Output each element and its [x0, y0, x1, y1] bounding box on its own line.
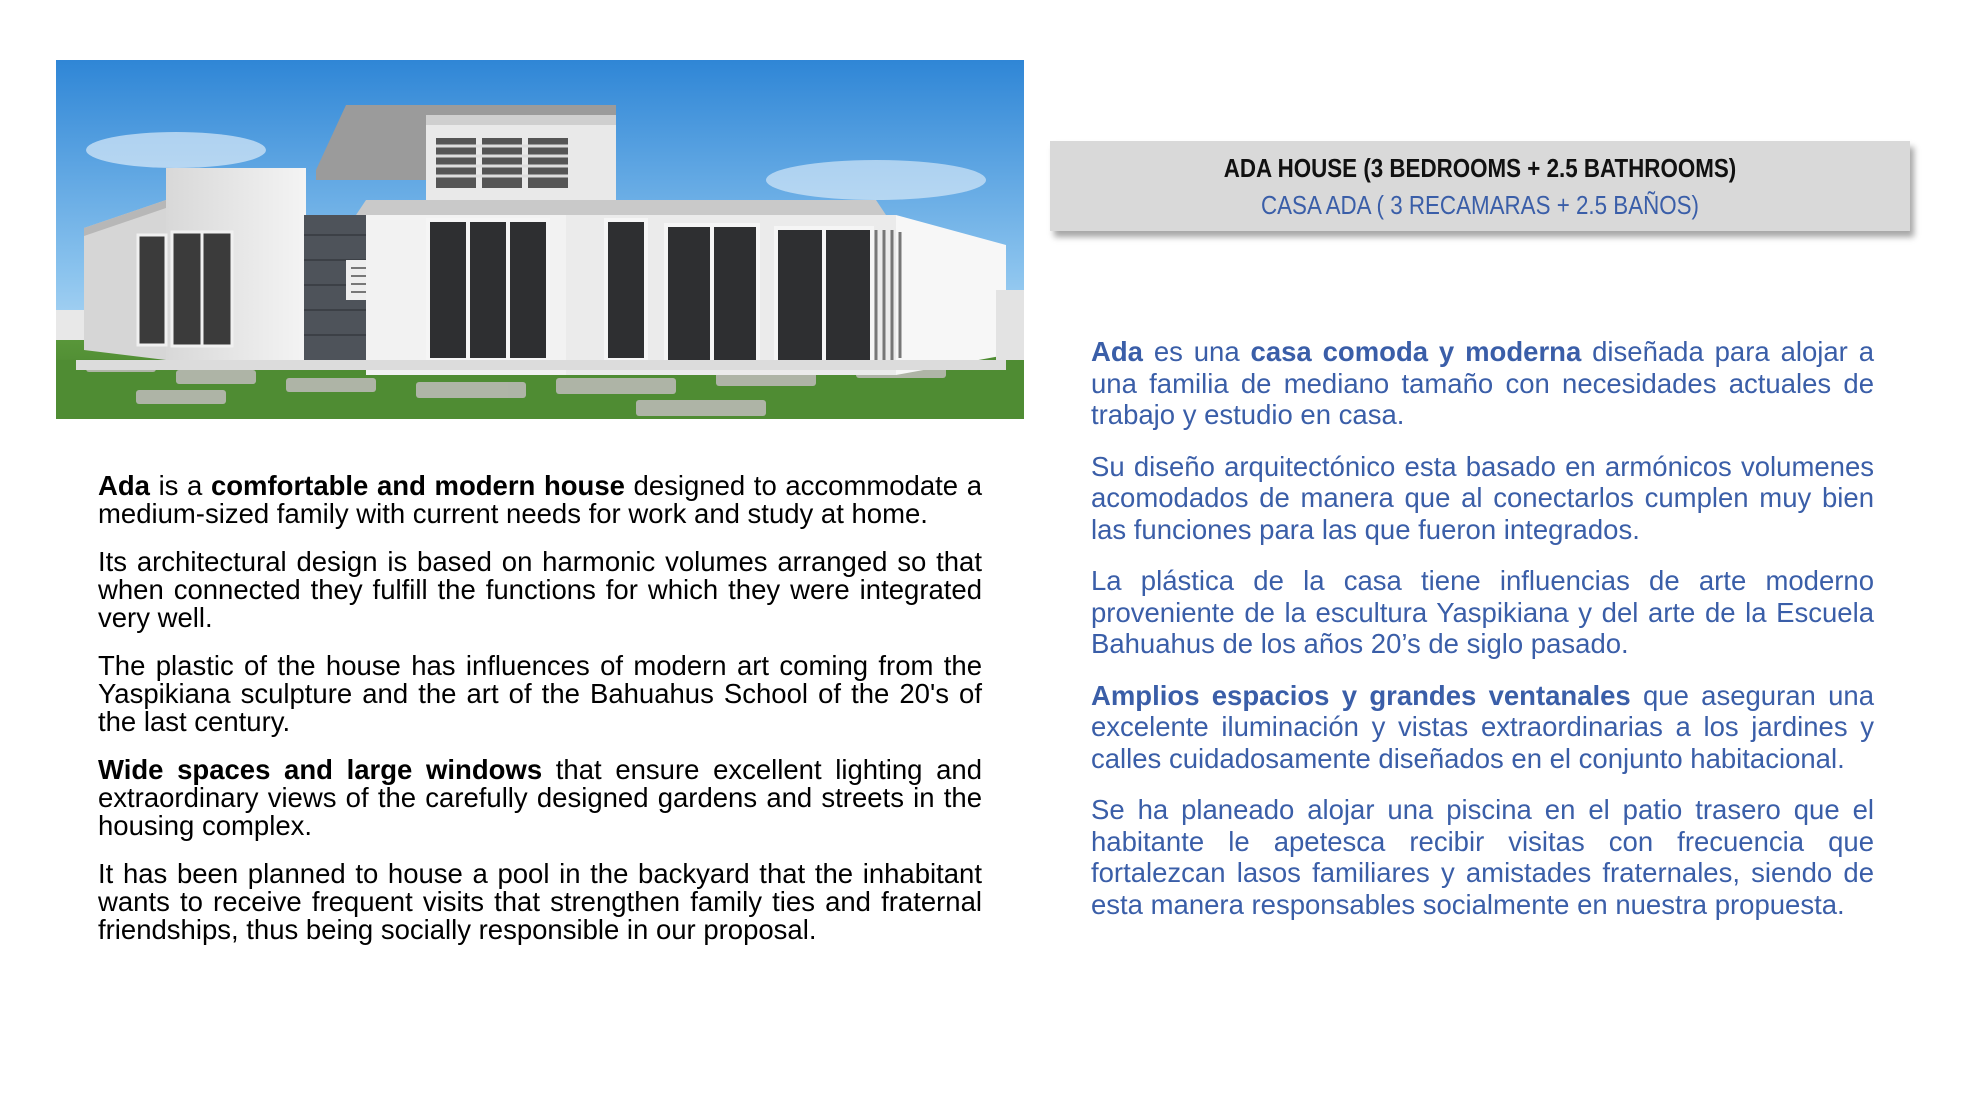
spanish-paragraph-2: Su diseño arquitectónico esta basado en armónicos volumenes acomodados de manera que al conectarlos cumplen muy bien las funciones para las que fueron integrados.: [1091, 450, 1874, 545]
english-p1-bold-2: comfortable and modern house: [210, 470, 625, 501]
english-p4-bold-1: Wide spaces and large windows: [98, 754, 543, 785]
title-box: [1050, 141, 1910, 231]
english-description: [98, 472, 982, 964]
title-spanish: CASA ADA ( 3 RECAMARAS + 2.5 BAÑOS): [1260, 190, 1700, 220]
spanish-p1-bold-2: casa comoda y moderna: [1250, 336, 1582, 367]
title-english: ADA HOUSE (3 BEDROOMS + 2.5 BATHROOMS): [1223, 153, 1737, 183]
english-paragraph-5: It has been planned to house a pool in the backyard that the inhabitant wants to receive frequent visits that strengthen family ties and fraternal friendships, thus being socially responsible in our proposal.: [98, 858, 982, 945]
english-p1-text-2: designed to accommodate a medium-sized family with current needs for work and study at home.: [98, 470, 982, 529]
spanish-paragraph-4: [1091, 680, 1874, 775]
house-rendering-icon: [56, 60, 1024, 419]
spanish-description: [1091, 336, 1874, 940]
spanish-p1-text-1: es una: [1142, 336, 1251, 367]
spanish-paragraph-1: [1091, 336, 1874, 431]
spanish-p4-bold-1: Amplios espacios y grandes ventanales: [1091, 679, 1631, 711]
spanish-p1-bold-1: Ada: [1091, 336, 1143, 367]
spanish-paragraph-5: Se ha planeado alojar una piscina en el patio trasero que el habitante le apetesca recibir visitas con frecuencia que fortalezcan lasos familiares y amistades fraternales, siendo de esta manera responsables socialmente en nuestra propuesta.: [1091, 794, 1874, 920]
english-paragraph-1: [98, 472, 982, 528]
spanish-p1-text-2: diseñada para alojar a una familia de mediano tamaño con necesidades actuales de trabajo y estudio en casa.: [1091, 336, 1875, 430]
spanish-paragraph-3: La plástica de la casa tiene influencias de arte moderno proveniente de la escultura Yaspikiana y del arte de la Escuela Bahuahus de los años 20’s de siglo pasado.: [1091, 565, 1874, 659]
english-p1-text-1: is a: [149, 470, 211, 501]
english-p1-bold-1: Ada: [98, 470, 150, 501]
english-paragraph-4: [98, 756, 982, 840]
house-rendering-image: [56, 60, 1024, 419]
spanish-p4-text-1: que aseguran una excelente iluminación y vistas extraordinarias a los jardines y calles cuidadosamente diseñados en el conjunto habitacional.: [1091, 679, 1875, 774]
english-paragraph-3: The plastic of the house has influences of modern art coming from the Yaspikiana sculpture and the art of the Bahuahus School of the 20's of the last century.: [98, 650, 982, 737]
english-paragraph-2: Its architectural design is based on harmonic volumes arranged so that when connected they fulfill the functions for which they were integrated very well.: [98, 546, 982, 633]
english-p4-text-1: that ensure excellent lighting and extraordinary views of the carefully designed gardens and streets in the housing complex.: [98, 754, 982, 841]
